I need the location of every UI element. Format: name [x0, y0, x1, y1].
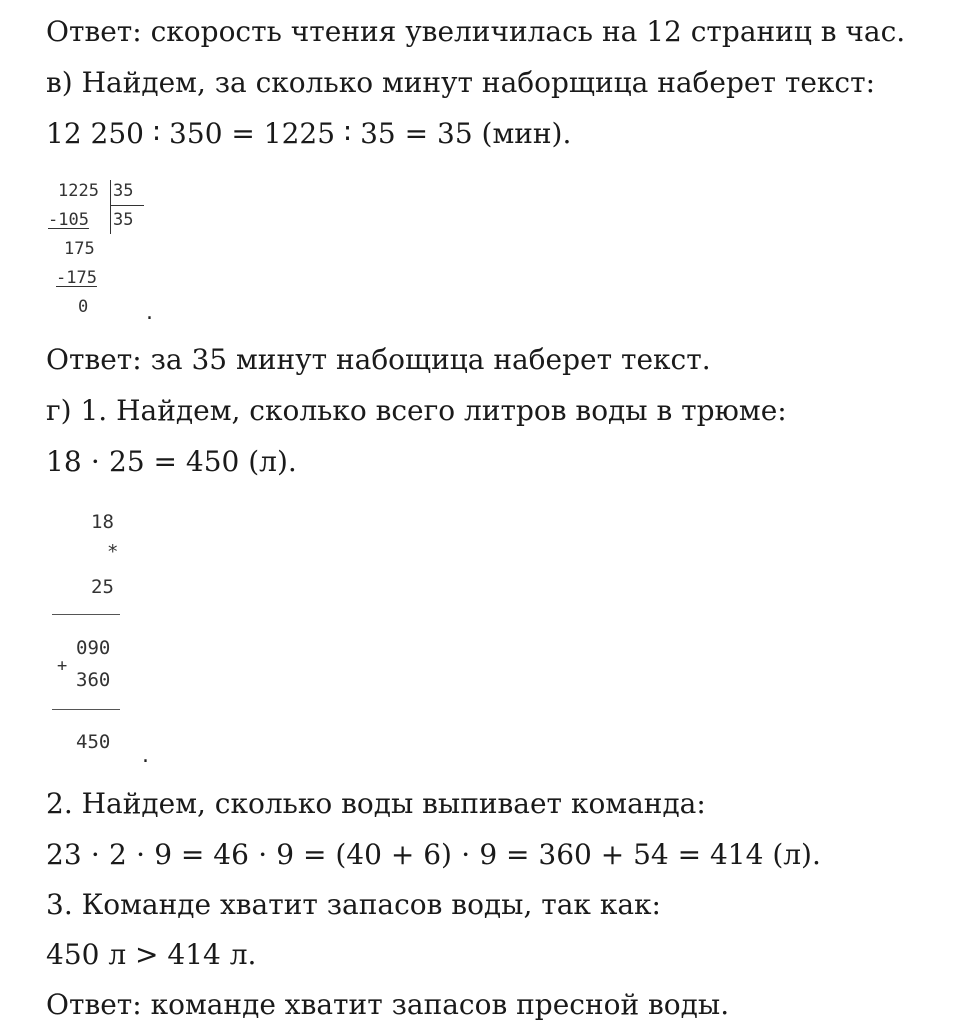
- answer-reading-speed: Ответ: скорость чтения увеличилась на 12 страниц в час.: [46, 15, 906, 48]
- task-g-equation-2: 23 ⋅ 2 ⋅ 9 = 46 ⋅ 9 = (40 + 6) ⋅ 9 = 360 + 54 = 414 (л).: [46, 838, 821, 871]
- task-g-step-2: 2. Найдем, сколько воды выпивает команда:: [46, 787, 706, 820]
- mult-operator: *: [107, 541, 119, 563]
- division-divisor: 35: [113, 181, 134, 201]
- division-quotient: 35: [113, 210, 134, 230]
- mult-plus-sign: +: [57, 656, 68, 676]
- division-divisor-line: [110, 205, 144, 206]
- task-v-equation: 12 250 ∶ 350 = 1225 ∶ 35 = 35 (мин).: [46, 117, 572, 150]
- task-v-heading: в) Найдем, за сколько минут наборщица наберет текст:: [46, 66, 876, 99]
- task-g-step-3: 3. Команде хватит запасов воды, так как:: [46, 888, 661, 921]
- mult-partial-1: 090: [76, 637, 111, 659]
- mult-trailing-dot: .: [142, 743, 149, 768]
- task-g-equation-1: 18 ⋅ 25 = 450 (л).: [46, 445, 297, 478]
- division-subtract-1: -105: [48, 210, 89, 230]
- mult-partial-2: 360: [76, 669, 111, 691]
- division-dividend: 1225: [58, 181, 99, 201]
- mult-result: 450: [76, 731, 111, 753]
- task-g-comparison: 450 л > 414 л.: [46, 938, 257, 971]
- division-vertical-bar: [110, 180, 111, 234]
- mult-bottom-operand: 25: [91, 576, 114, 598]
- division-result: 0: [78, 297, 89, 317]
- mult-line-2: [52, 709, 120, 710]
- division-remainder-1: 175: [64, 239, 95, 259]
- mult-line-1: [52, 614, 120, 615]
- mult-top-operand: 18: [91, 511, 114, 533]
- task-g-step-1: г) 1. Найдем, сколько всего литров воды в трюме:: [46, 394, 787, 427]
- answer-water-supply: Ответ: команде хватит запасов пресной воды.: [46, 988, 730, 1021]
- answer-typing-time: Ответ: за 35 минут набощица наберет текст.: [46, 343, 711, 376]
- division-subtract-2: -175: [56, 268, 97, 288]
- division-trailing-dot: .: [146, 300, 153, 325]
